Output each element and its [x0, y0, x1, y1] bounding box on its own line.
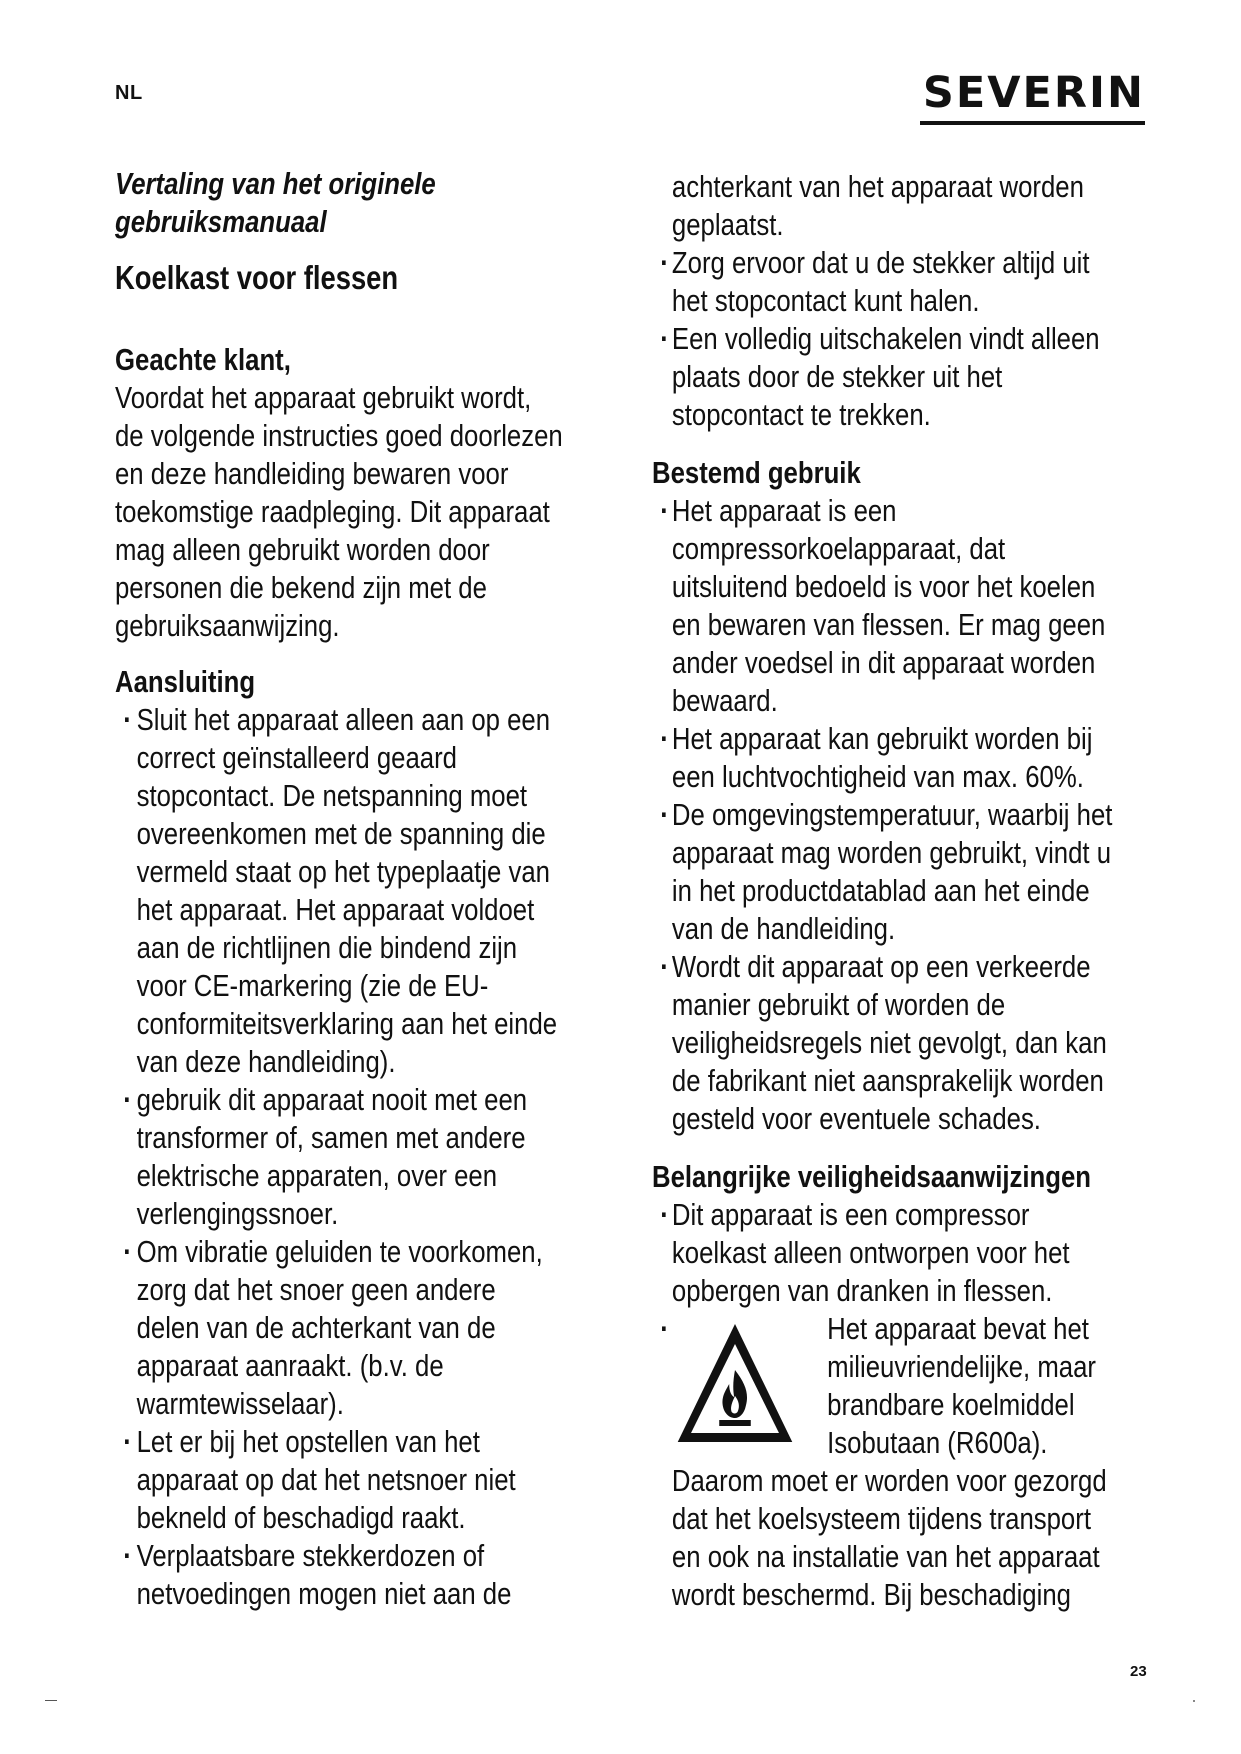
list-item-text: Sluit het apparaat alleen aan op een correct geïnstalleerd geaard stopcontact. De netspanning moet overeenkomen met de spanning die vermeld staat op het typeplaatje van het apparaat. Het apparaat voldoet aan de richtlijnen die bindend zijn voor CE-markering (zie de EU-conformiteitsverklaring aan het einde van deze handleiding).	[136, 702, 558, 1079]
list-item-text: Let er bij het opstellen van het apparaat op dat het netsnoer niet bekneld of beschadigd raakt.	[136, 1424, 516, 1535]
list-item	[115, 1423, 563, 1537]
list-item-text: Het apparaat kan gebruikt worden bij een luchtvochtigheid van max. 60%.	[671, 721, 1093, 794]
list-item	[115, 1537, 563, 1613]
brand-logo-underline	[920, 121, 1145, 125]
bullet-marker: ·	[123, 1082, 132, 1117]
list-item	[652, 492, 1117, 720]
brand-logo: SEVERIN	[922, 68, 1145, 118]
bullet-marker: ·	[660, 1311, 669, 1346]
list-item	[115, 1081, 563, 1233]
bullet-marker: ·	[660, 949, 669, 984]
list-item-text: gebruik dit apparaat nooit met een transformer of, samen met andere elektrische apparaten, over een verlengingssnoer.	[136, 1082, 528, 1231]
list-item-text: Zorg ervoor dat u de stekker altijd uit het stopcontact kunt halen.	[671, 245, 1090, 318]
section-heading-connection: Aansluiting	[115, 664, 256, 699]
flammable-warning-icon	[673, 1318, 798, 1448]
list-item-text: Wordt dit apparaat op een verkeerde manier gebruikt of worden de veiligheidsregels niet gevolgt, dan kan de fabrikant niet aansprakelijk worden gesteld voor eventuele schades.	[671, 949, 1107, 1136]
list-item-text: Verplaatsbare stekkerdozen of netvoedingen mogen niet aan de	[136, 1538, 512, 1611]
bullet-marker: ·	[123, 1538, 132, 1573]
list-item	[652, 948, 1117, 1138]
list-item	[115, 701, 563, 1081]
scan-mark	[45, 1700, 57, 1701]
list-item-text: Om vibratie geluiden te voorkomen, zorg dat het snoer geen andere delen van de achterkant van de apparaat aanraakt. (b.v. de warmtewisselaar).	[136, 1234, 543, 1421]
list-item	[652, 720, 1117, 796]
bullet-marker: ·	[660, 721, 669, 756]
warning-text: Het apparaat bevat het milieuvriendelijke, maar brandbare koelmiddel Isobutaan (R600a).	[827, 1311, 1096, 1460]
bullet-marker: ·	[123, 1234, 132, 1269]
document-title: Vertaling van het originele gebruiksmanuaal	[115, 166, 436, 239]
language-code: NL	[115, 82, 143, 104]
intro-paragraph: Voordat het apparaat gebruikt wordt, de volgende instructies goed doorlezen en deze handleiding bewaren voor toekomstige raadpleging. Dit apparaat mag alleen gebruikt worden door personen die bekend zijn met de gebruiksaanwijzing.	[115, 380, 563, 643]
list-item	[652, 796, 1117, 948]
bullet-marker: ·	[123, 1424, 132, 1459]
list-item	[652, 1196, 1117, 1310]
list-item	[652, 244, 1117, 320]
section-heading-safety: Belangrijke veiligheidsaanwijzingen	[652, 1159, 1091, 1194]
list-item-text: Dit apparaat is een compressor koelkast alleen ontworpen voor het opbergen van dranken in flessen.	[671, 1197, 1070, 1308]
product-title: Koelkast voor flessen	[115, 259, 399, 296]
list-item-text: Het apparaat is een compressorkoelapparaat, dat uitsluitend bedoeld is voor het koelen en bewaren van flessen. Er mag geen ander voedsel in dit apparaat worden bewaard.	[671, 493, 1106, 718]
list-item-text: De omgevingstemperatuur, waarbij het apparaat mag worden gebruikt, vindt u in het productdatablad aan het einde van de handleiding.	[671, 797, 1113, 946]
continued-text: achterkant van het apparaat worden geplaatst.	[671, 169, 1084, 242]
list-item-text: Een volledig uitschakelen vindt alleen plaats door de stekker uit het stopcontact te trekken.	[671, 321, 1100, 432]
right-column	[652, 168, 1117, 1614]
bullet-marker: ·	[123, 702, 132, 737]
section-heading-intended-use: Bestemd gebruik	[652, 455, 861, 490]
bullet-marker: ·	[660, 321, 669, 356]
bullet-marker: ·	[660, 493, 669, 528]
list-item	[652, 320, 1117, 434]
safety-paragraph: Daarom moet er worden voor gezorgd dat het koelsysteem tijdens transport en ook na installatie van het apparaat wordt beschermd. Bij beschadiging	[671, 1463, 1107, 1612]
warning-item	[652, 1310, 1117, 1462]
page-number: 23	[1130, 1663, 1147, 1680]
bullet-marker: ·	[660, 797, 669, 832]
bullet-marker: ·	[660, 245, 669, 280]
left-column	[115, 165, 563, 1613]
scan-mark	[1193, 1700, 1195, 1702]
bullet-marker: ·	[660, 1197, 669, 1232]
list-item	[115, 1233, 563, 1423]
greeting-heading: Geachte klant,	[115, 342, 291, 377]
